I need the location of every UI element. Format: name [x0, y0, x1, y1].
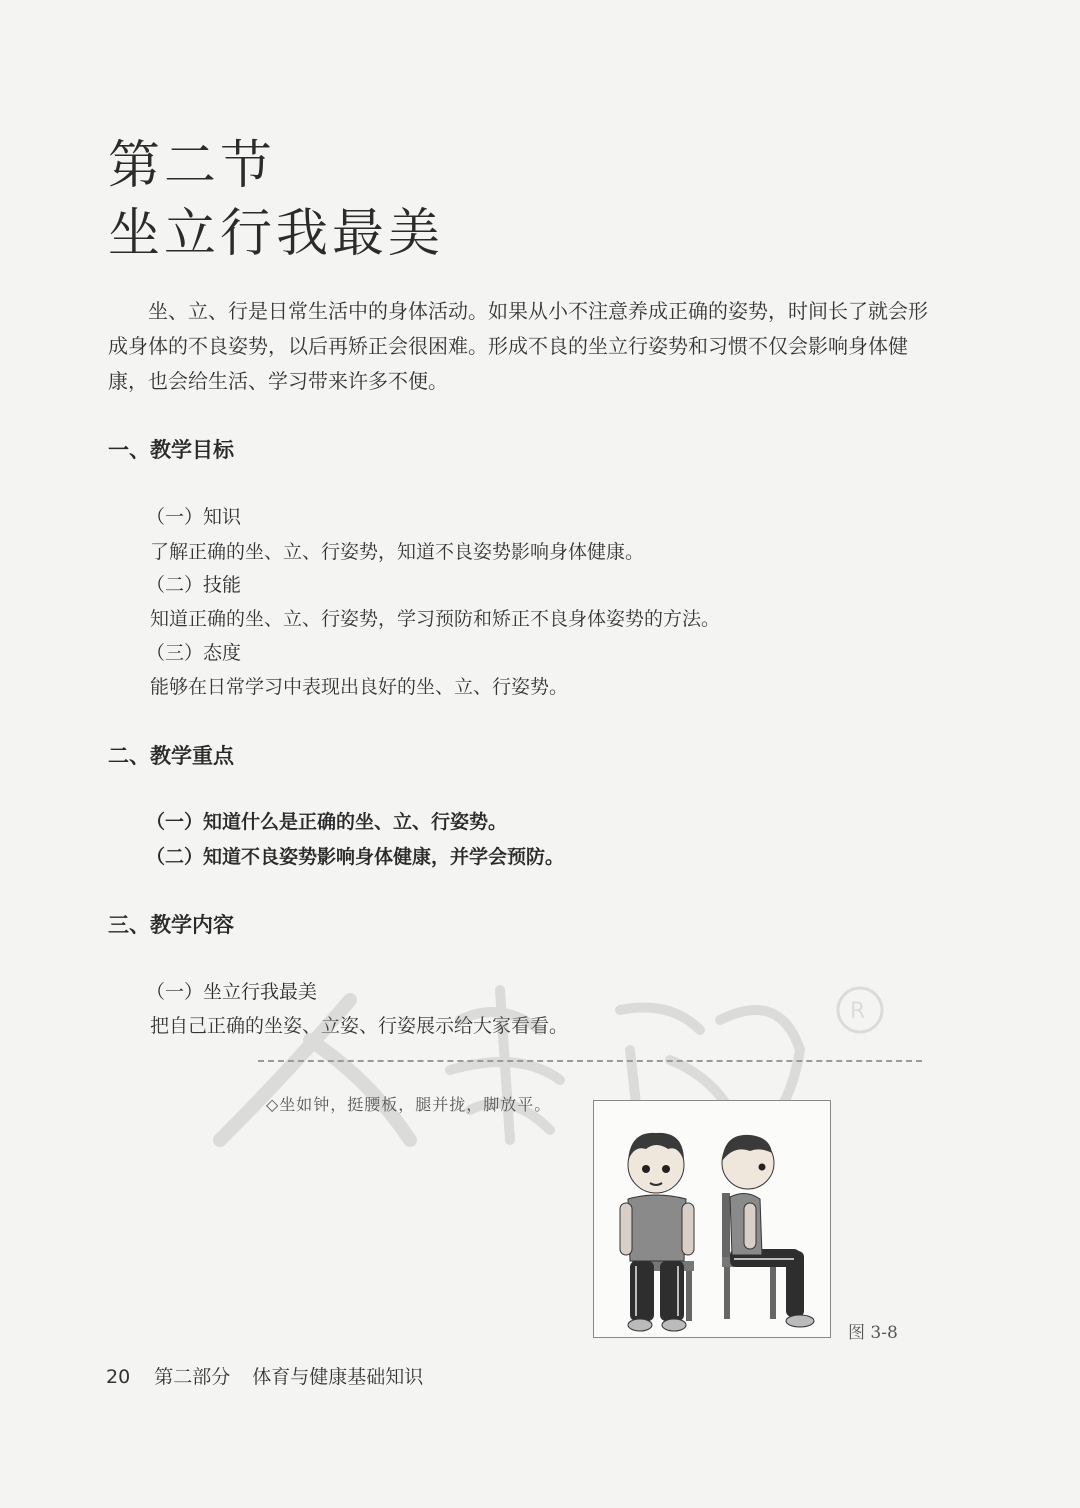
svg-text:R: R [850, 999, 866, 1024]
section-number-title: 第二节 [108, 136, 277, 196]
section-heading-goals: 一、教学目标 [108, 438, 234, 462]
content-text: 把自己正确的坐姿、立姿、行姿展示给大家看看。 [150, 1015, 569, 1037]
intro-text: 坐、立、行是日常生活中的身体活动。如果从小不注意养成正确的姿势，时间长了就会形成身体的不良姿势，以后再矫正会很困难。形成不良的坐立行姿势和习惯不仅会影响身体健康，也会给生活、学习带来许多不便。 [108, 299, 928, 393]
dashed-divider [258, 1060, 922, 1062]
section-heading-key-points: 二、教学重点 [108, 744, 234, 768]
footer-part: 第二部分 [154, 1366, 231, 1388]
goal-attitude-text: 能够在日常学习中表现出良好的坐、立、行姿势。 [150, 676, 569, 698]
sitting-children-illustration [594, 1101, 830, 1337]
intro-paragraph [108, 294, 938, 399]
goal-skill-text: 知道正确的坐、立、行姿势，学习预防和矫正不良身体姿势的方法。 [150, 608, 721, 630]
child-side-view [722, 1135, 814, 1327]
figure-note: ◇坐如钟，挺腰板，腿并拢，脚放平。 [266, 1095, 552, 1114]
page-number: 20 [106, 1366, 131, 1388]
page-title: 坐立行我最美 [108, 204, 445, 264]
figure-label: 图 3-8 [848, 1323, 898, 1343]
goal-knowledge-text: 了解正确的坐、立、行姿势，知道不良姿势影响身体健康。 [150, 541, 645, 563]
key-point-2: （二）知道不良姿势影响身体健康，并学会预防。 [146, 846, 565, 868]
footer-chapter: 体育与健康基础知识 [252, 1366, 424, 1388]
goal-knowledge-label: （一）知识 [146, 506, 242, 528]
goal-attitude-label: （三）态度 [146, 642, 242, 664]
content-sub-label: （一）坐立行我最美 [146, 981, 318, 1003]
goal-skill-label: （二）技能 [146, 574, 242, 596]
key-point-1: （一）知道什么是正确的坐、立、行姿势。 [146, 811, 508, 833]
section-heading-content: 三、教学内容 [108, 913, 234, 937]
child-front-view [620, 1133, 694, 1331]
page-footer [106, 1362, 423, 1389]
sitting-posture-figure [593, 1100, 831, 1338]
